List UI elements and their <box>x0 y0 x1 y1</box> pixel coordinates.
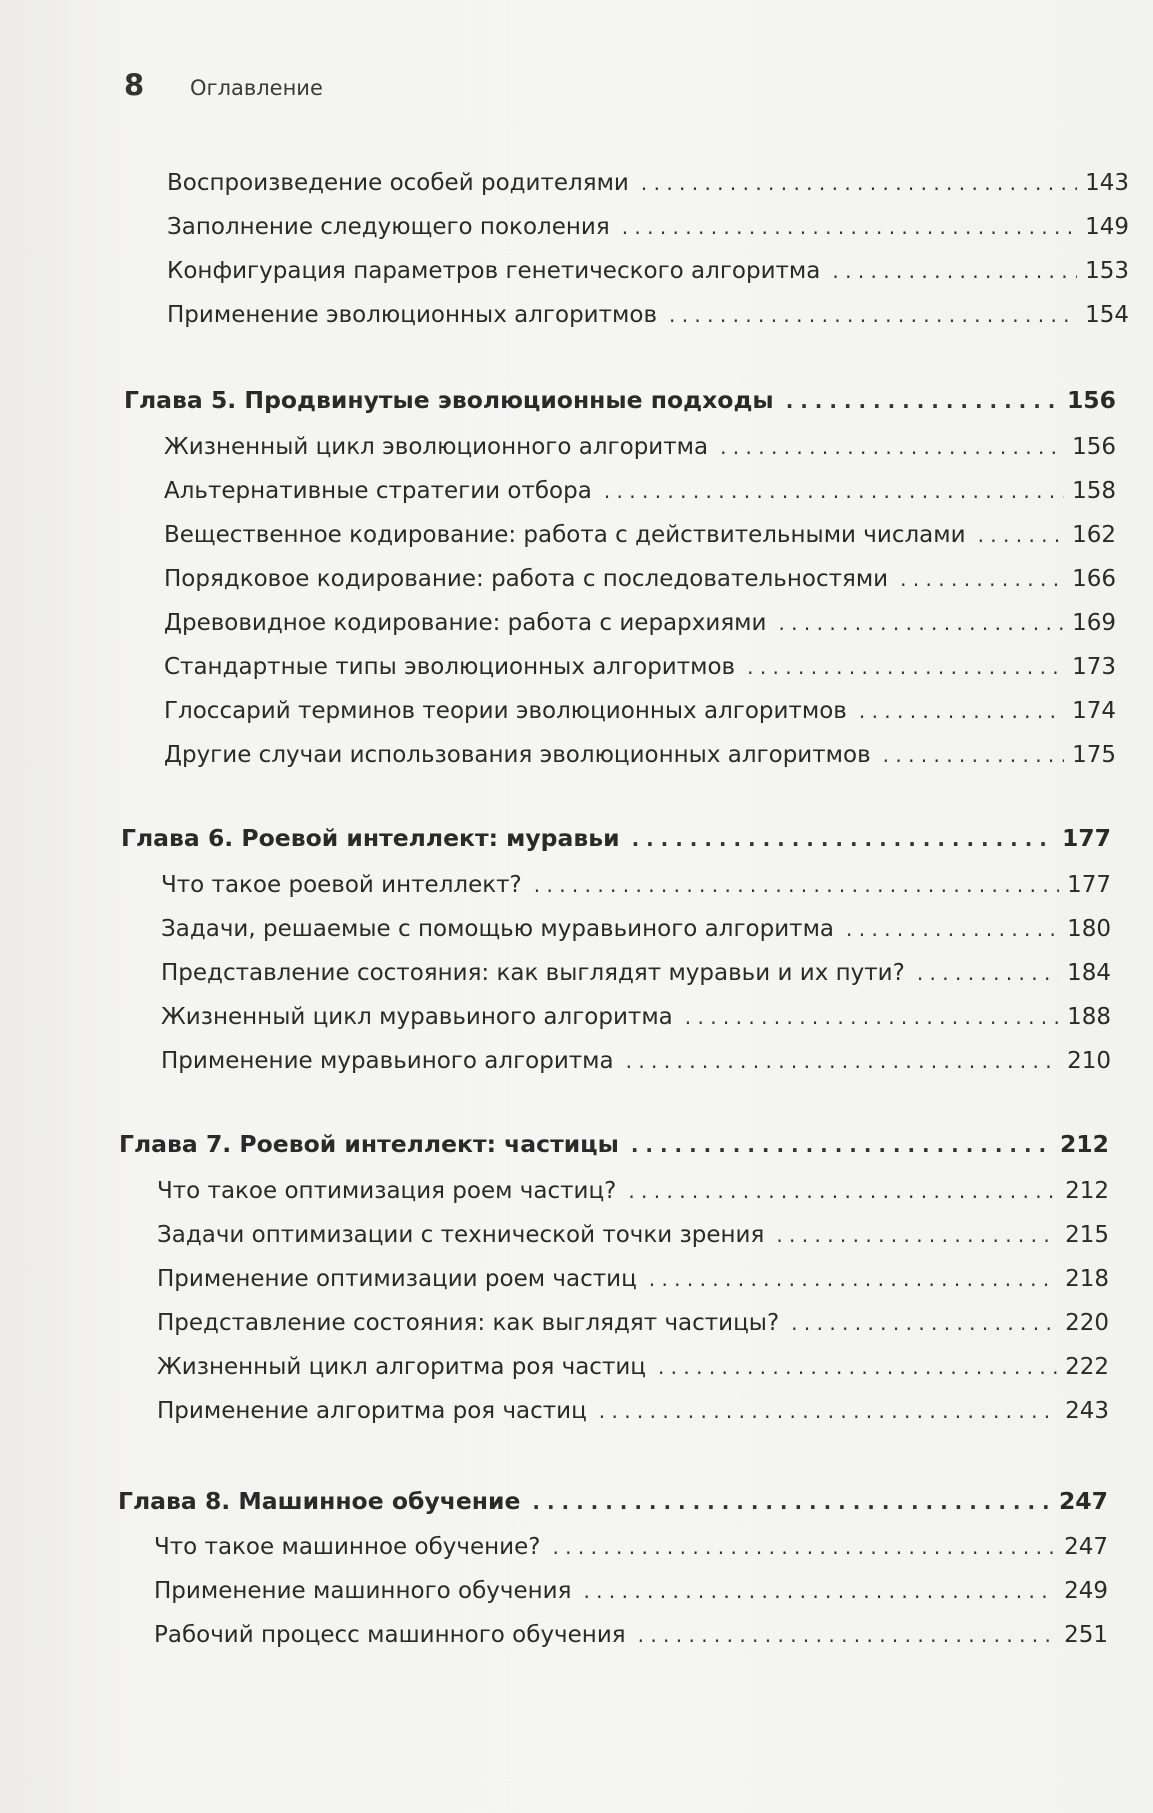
toc-section[interactable] <box>164 740 1116 770</box>
toc-section-page: 212 <box>1065 1178 1109 1204</box>
toc-section[interactable] <box>164 476 1116 506</box>
leader-dots <box>534 870 1059 900</box>
toc-section-page: 247 <box>1064 1534 1108 1560</box>
leader-dots <box>917 958 1059 988</box>
toc-section[interactable] <box>157 1176 1109 1206</box>
leader-dots <box>649 1264 1057 1294</box>
toc-section-page: 184 <box>1067 960 1111 986</box>
toc-section-title: Что такое оптимизация роем частиц? <box>157 1178 617 1204</box>
toc-section-title: Другие случаи использования эволюционных алгоритмов <box>164 742 871 768</box>
leader-dots <box>641 168 1077 198</box>
toc-section-page: 162 <box>1072 522 1116 548</box>
toc-chapter-page: 177 <box>1061 824 1111 852</box>
running-head <box>124 68 323 102</box>
toc-section-page: 153 <box>1085 258 1129 284</box>
toc-chapter-title: Глава 5. Продвинутые эволюционные подходы <box>124 386 774 414</box>
toc-section-title: Глоссарий терминов теории эволюционных алгоритмов <box>164 698 847 724</box>
leader-dots <box>685 1002 1059 1032</box>
toc-section-title: Применение муравьиного алгоритма <box>161 1048 614 1074</box>
toc-section[interactable] <box>157 1220 1109 1250</box>
leader-dots <box>628 1176 1057 1206</box>
toc-section-title: Задачи, решаемые с помощью муравьиного алгоритма <box>161 916 835 942</box>
leader-dots <box>978 520 1065 550</box>
toc-section[interactable] <box>157 1352 1109 1382</box>
toc-section-page: 249 <box>1064 1578 1108 1604</box>
toc-section[interactable] <box>154 1576 1108 1606</box>
toc-section[interactable] <box>167 256 1129 286</box>
toc-section-page: 149 <box>1085 214 1129 240</box>
toc-section-title: Представление состояния: как выглядят муравьи и их пути? <box>161 960 905 986</box>
toc-section-page: 174 <box>1072 698 1116 724</box>
toc-chapter-page: 247 <box>1058 1487 1108 1515</box>
toc-section-page: 177 <box>1067 872 1111 898</box>
toc-chapter-page: 156 <box>1066 386 1116 414</box>
leader-dots <box>832 256 1077 286</box>
toc-section-page: 156 <box>1072 434 1116 460</box>
leader-dots <box>583 1576 1056 1606</box>
toc-section-title: Применение машинного обучения <box>154 1578 572 1604</box>
toc-section-page: 175 <box>1072 742 1116 768</box>
toc-section-page: 210 <box>1067 1048 1111 1074</box>
toc-section[interactable] <box>161 870 1111 900</box>
leader-dots <box>638 1620 1056 1650</box>
leader-dots <box>599 1396 1057 1426</box>
toc-section-title: Что такое роевой интеллект? <box>161 872 522 898</box>
toc-chapter-5[interactable] <box>124 385 1116 415</box>
leader-dots <box>720 432 1064 462</box>
toc-section-title: Воспроизведение особей родителями <box>167 170 629 196</box>
toc-section[interactable] <box>161 1046 1111 1076</box>
leader-dots <box>604 476 1064 506</box>
leader-dots <box>900 564 1064 594</box>
toc-section[interactable] <box>157 1308 1109 1338</box>
toc-chapter-title: Глава 7. Роевой интеллект: частицы <box>119 1130 619 1158</box>
leader-dots <box>859 696 1064 726</box>
toc-section-title: Применение оптимизации роем частиц <box>157 1266 637 1292</box>
toc-chapter-page: 212 <box>1059 1130 1109 1158</box>
toc-section-title: Стандартные типы эволюционных алгоритмов <box>164 654 736 680</box>
toc-section[interactable] <box>161 914 1111 944</box>
toc-section[interactable] <box>167 300 1129 330</box>
toc-chapter-title: Глава 8. Машинное обучение <box>118 1487 521 1515</box>
toc-section-page: 251 <box>1064 1622 1108 1648</box>
toc-section-title: Альтернативные стратегии отбора <box>164 478 592 504</box>
leader-dots <box>747 652 1064 682</box>
leader-dots <box>669 300 1077 330</box>
toc-section-title: Жизненный цикл эволюционного алгоритма <box>164 434 709 460</box>
toc-section-page: 166 <box>1072 566 1116 592</box>
toc-section-title: Задачи оптимизации с технической точки зрения <box>157 1222 765 1248</box>
toc-section[interactable] <box>161 958 1111 988</box>
toc-section[interactable] <box>164 696 1116 726</box>
toc-section-page: 215 <box>1065 1222 1109 1248</box>
toc-section[interactable] <box>167 212 1129 242</box>
toc-section[interactable] <box>161 1002 1111 1032</box>
toc-section-page: 143 <box>1085 170 1129 196</box>
toc-section[interactable] <box>154 1532 1108 1562</box>
toc-section-title: Жизненный цикл муравьиного алгоритма <box>161 1004 673 1030</box>
toc-section[interactable] <box>154 1620 1108 1650</box>
toc-section-page: 188 <box>1067 1004 1111 1030</box>
toc-section-title: Применение алгоритма роя частиц <box>157 1398 587 1424</box>
leader-dots <box>846 914 1059 944</box>
leader-dots <box>786 386 1059 416</box>
toc-section[interactable] <box>164 564 1116 594</box>
toc-section-page: 218 <box>1065 1266 1109 1292</box>
toc-section-page: 158 <box>1072 478 1116 504</box>
toc-section[interactable] <box>164 608 1116 638</box>
toc-section-title: Конфигурация параметров генетического алгоритма <box>167 258 821 284</box>
toc-section-title: Порядковое кодирование: работа с последовательностями <box>164 566 889 592</box>
leader-dots <box>776 1220 1057 1250</box>
leader-dots <box>778 608 1064 638</box>
toc-section-title: Заполнение следующего поколения <box>167 214 610 240</box>
toc-section-page: 173 <box>1072 654 1116 680</box>
leader-dots <box>622 212 1077 242</box>
toc-section[interactable] <box>157 1396 1109 1426</box>
toc-section-title: Вещественное кодирование: работа с действительными числами <box>164 522 966 548</box>
leader-dots <box>631 1130 1052 1160</box>
leader-dots <box>883 740 1064 770</box>
toc-section-title: Применение эволюционных алгоритмов <box>167 302 657 328</box>
toc-section[interactable] <box>167 168 1129 198</box>
toc-section[interactable] <box>164 652 1116 682</box>
toc-section-page: 154 <box>1085 302 1129 328</box>
leader-dots <box>552 1532 1056 1562</box>
leader-dots <box>632 824 1054 854</box>
toc-section-page: 222 <box>1065 1354 1109 1380</box>
toc-section[interactable] <box>164 432 1116 462</box>
leader-dots <box>532 1487 1051 1517</box>
running-title: Оглавление <box>190 76 323 100</box>
toc-section-title: Представление состояния: как выглядят частицы? <box>157 1310 780 1336</box>
toc-chapter-6[interactable] <box>121 823 1111 853</box>
toc-section[interactable] <box>164 520 1116 550</box>
toc-section-title: Жизненный цикл алгоритма роя частиц <box>157 1354 646 1380</box>
leader-dots <box>791 1308 1057 1338</box>
toc-chapter-title: Глава 6. Роевой интеллект: муравьи <box>121 824 620 852</box>
toc-section-page: 180 <box>1067 916 1111 942</box>
leader-dots <box>658 1352 1057 1382</box>
leader-dots <box>626 1046 1059 1076</box>
toc-section-page: 169 <box>1072 610 1116 636</box>
page-number: 8 <box>124 68 145 102</box>
toc-chapter-7[interactable] <box>119 1129 1109 1159</box>
toc-section-title: Рабочий процесс машинного обучения <box>154 1622 626 1648</box>
toc-chapter-8[interactable] <box>118 1486 1108 1516</box>
toc-section-title: Древовидное кодирование: работа с иерархиями <box>164 610 767 636</box>
toc-section-page: 220 <box>1065 1310 1109 1336</box>
toc-section[interactable] <box>157 1264 1109 1294</box>
toc-section-page: 243 <box>1065 1398 1109 1424</box>
toc-section-title: Что такое машинное обучение? <box>154 1534 541 1560</box>
